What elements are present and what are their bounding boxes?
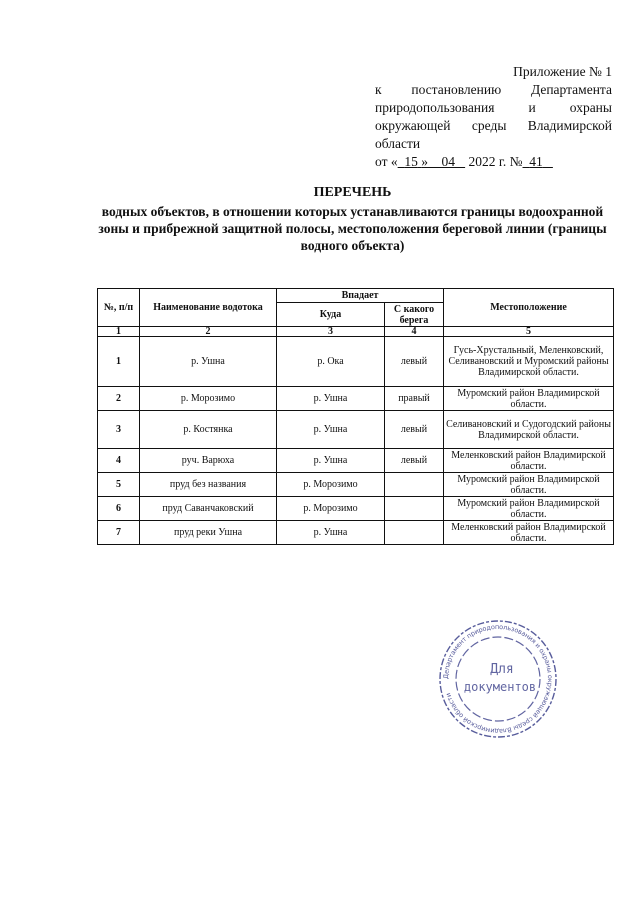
header-bank: С какого берега — [385, 303, 444, 327]
header-name: Наименование водотока — [140, 289, 277, 327]
date-prefix: от « — [375, 154, 398, 169]
row-number: 2 — [98, 387, 140, 411]
row-number: 3 — [98, 411, 140, 449]
annex-line-4: области — [375, 136, 421, 151]
row-name: р. Ушна — [140, 337, 277, 387]
col-number: 1 — [98, 327, 140, 337]
annex-word: Владимирской — [527, 118, 612, 133]
table-row — [98, 497, 614, 521]
row-location: Гусь-Хрустальный, Меленковский, Селивановский и Муромский районы Владимирской области. — [444, 337, 614, 387]
date-month — [428, 154, 465, 169]
table-row — [98, 473, 614, 497]
col-number: 2 — [140, 327, 277, 337]
table-row — [98, 411, 614, 449]
stamp-inner-ring — [456, 637, 540, 721]
document-subtitle: водных объектов, в отношении которых устанавливаются границы водоохранной зоны и прибрежной защитной полосы, местоположения береговой линии (границы водного объекта) — [98, 204, 607, 253]
col-number: 3 — [277, 327, 385, 337]
date-number — [523, 154, 553, 169]
col-number: 5 — [444, 327, 614, 337]
stamp-seal-icon — [438, 617, 558, 741]
row-where: р. Ушна — [277, 387, 385, 411]
date-mid: » — [421, 154, 428, 169]
row-number: 6 — [98, 497, 140, 521]
annex-word: природопользования — [375, 100, 495, 115]
table-row — [98, 521, 614, 545]
row-bank — [385, 521, 444, 545]
annex-word: окружающей — [375, 118, 451, 133]
annex-title: Приложение № 1 — [513, 64, 612, 79]
row-location: Муромский район Владимирской области. — [444, 387, 614, 411]
official-stamp — [438, 617, 558, 741]
row-where: р. Ока — [277, 337, 385, 387]
row-name: руч. Варюха — [140, 449, 277, 473]
annex-word: среды — [471, 118, 507, 133]
stamp-center-text-2: документов — [463, 680, 537, 694]
row-where: р. Ушна — [277, 521, 385, 545]
header-flows: Впадает — [277, 289, 444, 303]
annex-word: к — [375, 82, 382, 97]
date-number-value: 41 — [529, 154, 543, 169]
row-where: р. Морозимо — [277, 497, 385, 521]
col-number: 4 — [385, 327, 444, 337]
header-no: №, п/п — [98, 289, 140, 327]
row-number: 4 — [98, 449, 140, 473]
header-where: Куда — [277, 303, 385, 327]
annex-word: Департамента — [530, 82, 612, 97]
annex-word: охраны — [569, 100, 612, 115]
row-name: р. Костянка — [140, 411, 277, 449]
water-objects-table — [97, 288, 614, 545]
row-location: Меленковский район Владимирской области. — [444, 521, 614, 545]
table-row — [98, 387, 614, 411]
row-location: Селивановский и Судогодский районы Владимирской области. — [444, 411, 614, 449]
annex-block — [375, 63, 612, 171]
row-bank — [385, 473, 444, 497]
row-name: р. Морозимо — [140, 387, 277, 411]
table-row — [98, 337, 614, 387]
annex-word: и — [528, 100, 536, 115]
annex-line-3 — [375, 117, 612, 135]
row-where: р. Ушна — [277, 411, 385, 449]
date-month-value: 04 — [441, 154, 455, 169]
row-bank: левый — [385, 411, 444, 449]
stamp-outer-ring — [440, 621, 556, 737]
row-name: пруд без названия — [140, 473, 277, 497]
annex-word: постановлению — [411, 82, 502, 97]
row-name: пруд реки Ушна — [140, 521, 277, 545]
stamp-center-text-1: Для — [490, 662, 514, 677]
annex-line-1 — [375, 81, 612, 99]
row-bank: левый — [385, 449, 444, 473]
date-year: 2022 г. № — [468, 154, 523, 169]
row-where: р. Морозимо — [277, 473, 385, 497]
row-where: р. Ушна — [277, 449, 385, 473]
header-location: Местоположение — [444, 289, 614, 327]
row-number: 5 — [98, 473, 140, 497]
row-bank: правый — [385, 387, 444, 411]
row-location: Меленковский район Владимирской области. — [444, 449, 614, 473]
date-day-value: 15 — [404, 154, 418, 169]
document-heading — [95, 184, 610, 254]
row-bank: левый — [385, 337, 444, 387]
table-row — [98, 449, 614, 473]
date-day — [398, 154, 422, 169]
stamp-ring-text: Департамент природопользования и охраны окружающей среды Владимирской области — [441, 622, 555, 736]
annex-date-line — [375, 153, 612, 171]
row-name: пруд Саванчаковский — [140, 497, 277, 521]
row-number: 7 — [98, 521, 140, 545]
annex-line-2 — [375, 99, 612, 117]
document-title: ПЕРЕЧЕНЬ — [313, 185, 392, 200]
row-bank — [385, 497, 444, 521]
row-location: Муромский район Владимирской области. — [444, 473, 614, 497]
row-location: Муромский район Владимирской области. — [444, 497, 614, 521]
row-number: 1 — [98, 337, 140, 387]
